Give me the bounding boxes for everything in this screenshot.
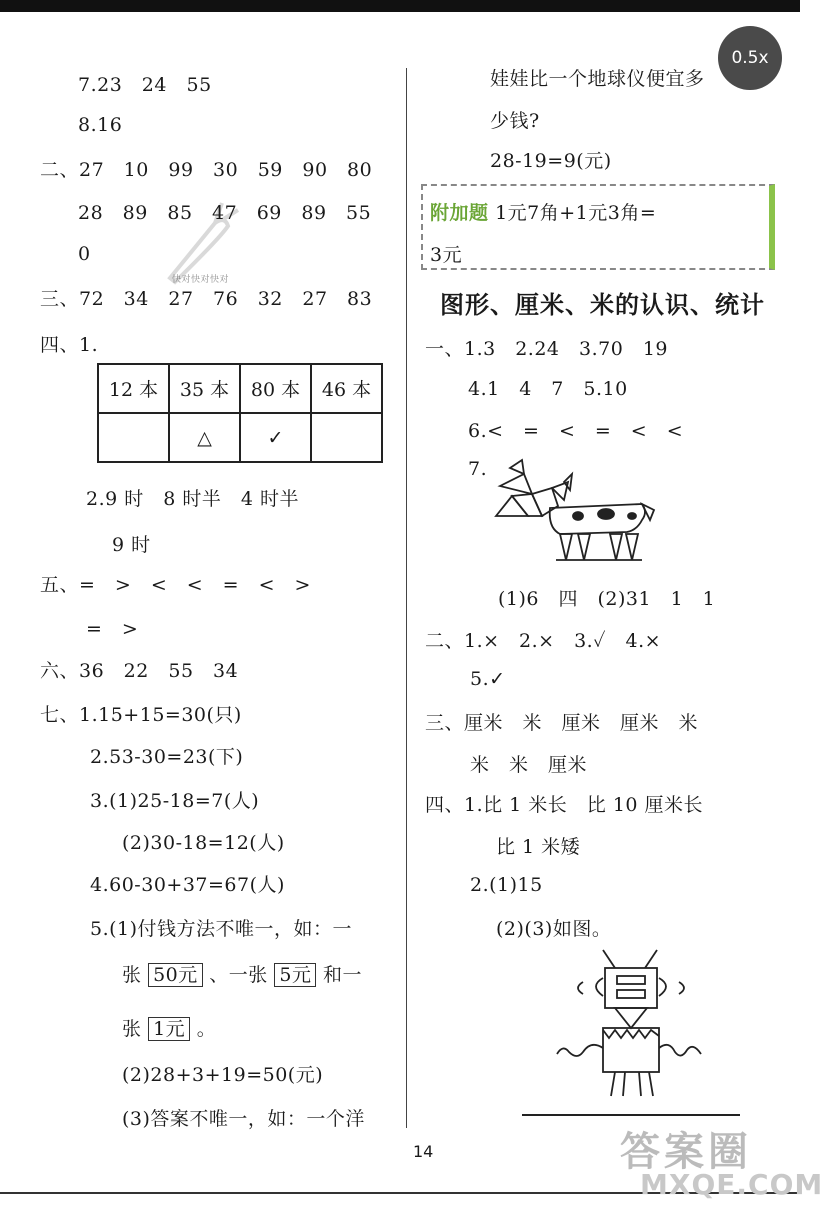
table-cell: 46 本 bbox=[311, 364, 382, 413]
watermark-text: 快对快对快对 bbox=[172, 275, 230, 285]
bill-5-box: 5元 bbox=[274, 963, 316, 987]
ground-line bbox=[522, 1114, 740, 1116]
unit-1-q7-answer: (1)6 四 (2)31 1 1 bbox=[498, 588, 716, 610]
text: 张 bbox=[122, 964, 142, 986]
text: 、一张 bbox=[209, 964, 268, 986]
section-7-q3-2: (2)30-18=12(人) bbox=[122, 832, 285, 854]
bonus-line-2: 3元 bbox=[430, 244, 463, 266]
bonus-line-1 bbox=[430, 198, 656, 225]
table-row bbox=[98, 413, 382, 462]
answer-8: 8.16 bbox=[78, 114, 123, 136]
right-line-1: 娃娃比一个地球仪便宜多 bbox=[490, 68, 705, 90]
section-7-q4: 4.60-30+37=67(人) bbox=[90, 874, 285, 896]
bill-1-box: 1元 bbox=[148, 1017, 190, 1041]
robot-figure bbox=[555, 948, 725, 1116]
unit-1-row1: 一、1.3 2.24 3.70 19 bbox=[425, 338, 669, 360]
section-7-q3-1: 3.(1)25-18=7(人) bbox=[90, 790, 260, 812]
unit-1-row2: 4.1 4 7 5.10 bbox=[468, 378, 628, 400]
site-logo: 答案圈 bbox=[620, 1129, 752, 1175]
unit-4-q2: 2.(1)15 bbox=[470, 874, 543, 896]
bill-50-box: 50元 bbox=[148, 963, 203, 987]
triangle-mark: △ bbox=[169, 413, 240, 462]
section-2-row3: 0 bbox=[78, 243, 91, 265]
section-6: 六、36 22 55 34 bbox=[40, 660, 239, 682]
section-heading: 图形、厘米、米的认识、统计 bbox=[440, 291, 765, 319]
unit-1-q7: 7. bbox=[468, 458, 488, 480]
page-number: 14 bbox=[413, 1142, 434, 1161]
section-7-q5-line3 bbox=[122, 1014, 216, 1041]
text: 。 bbox=[196, 1018, 217, 1040]
table-cell: 12 本 bbox=[98, 364, 169, 413]
bonus-box bbox=[421, 184, 775, 270]
section-5: 五、= > < < = < > bbox=[40, 574, 311, 596]
table-cell: 35 本 bbox=[169, 364, 240, 413]
unit-4-row2: 比 1 米矮 bbox=[496, 836, 581, 858]
unit-4-q2-sub: (2)(3)如图。 bbox=[496, 918, 612, 940]
bonus-text: 1元7角+1元3角= bbox=[495, 202, 657, 224]
unit-2-row1: 二、1.× 2.× 3.✓ 4.× bbox=[425, 630, 662, 652]
text: 和一 bbox=[323, 964, 363, 986]
section-2-row2: 28 89 85 47 69 89 55 bbox=[78, 202, 372, 224]
book-table bbox=[97, 363, 383, 463]
section-7-q5-2: (2)28+3+19=50(元) bbox=[122, 1064, 324, 1086]
table-row bbox=[98, 364, 382, 413]
check-mark: ✓ bbox=[240, 413, 311, 462]
right-line-3: 28-19=9(元) bbox=[490, 150, 612, 172]
text: 张 bbox=[122, 1018, 142, 1040]
unit-2-row2: 5.✓ bbox=[470, 668, 506, 690]
top-border bbox=[0, 0, 800, 12]
section-7-q2: 2.53-30=23(下) bbox=[90, 746, 244, 768]
right-line-2: 少钱? bbox=[490, 110, 540, 132]
playback-speed-badge[interactable]: 0.5x bbox=[718, 26, 782, 90]
section-7-q5-line2 bbox=[122, 960, 362, 987]
table-cell bbox=[311, 413, 382, 462]
column-divider bbox=[406, 68, 407, 1128]
unit-1-row3: 6.< = < = < < bbox=[468, 420, 684, 442]
section-7-q1: 七、1.15+15=30(只) bbox=[40, 704, 242, 726]
section-4-label: 四、1. bbox=[40, 334, 99, 356]
site-url: MXQE.COM bbox=[640, 1168, 823, 1201]
unit-3-row2: 米 米 厘米 bbox=[470, 754, 588, 776]
answer-7: 7.23 24 55 bbox=[78, 74, 212, 96]
unit-3-row1: 三、厘米 米 厘米 厘米 米 bbox=[425, 712, 699, 734]
section-7-q5-3: (3)答案不唯一，如：一个洋 bbox=[122, 1108, 365, 1130]
tangram-cow-figure bbox=[492, 460, 662, 572]
section-4-q2-cont: 9 时 bbox=[112, 534, 151, 556]
section-7-q5-1: 5.(1)付钱方法不唯一，如：一 bbox=[90, 918, 353, 940]
unit-4-row1: 四、1.比 1 米长 比 10 厘米长 bbox=[425, 794, 704, 816]
table-cell bbox=[98, 413, 169, 462]
table-cell: 80 本 bbox=[240, 364, 311, 413]
section-4-q2: 2.9 时 8 时半 4 时半 bbox=[86, 488, 300, 510]
section-5-cont: = > bbox=[86, 618, 139, 640]
section-2-row1: 二、27 10 99 30 59 90 80 bbox=[40, 159, 373, 181]
bonus-tag: 附加题 bbox=[430, 202, 489, 224]
section-3: 三、72 34 27 76 32 27 83 bbox=[40, 288, 373, 310]
